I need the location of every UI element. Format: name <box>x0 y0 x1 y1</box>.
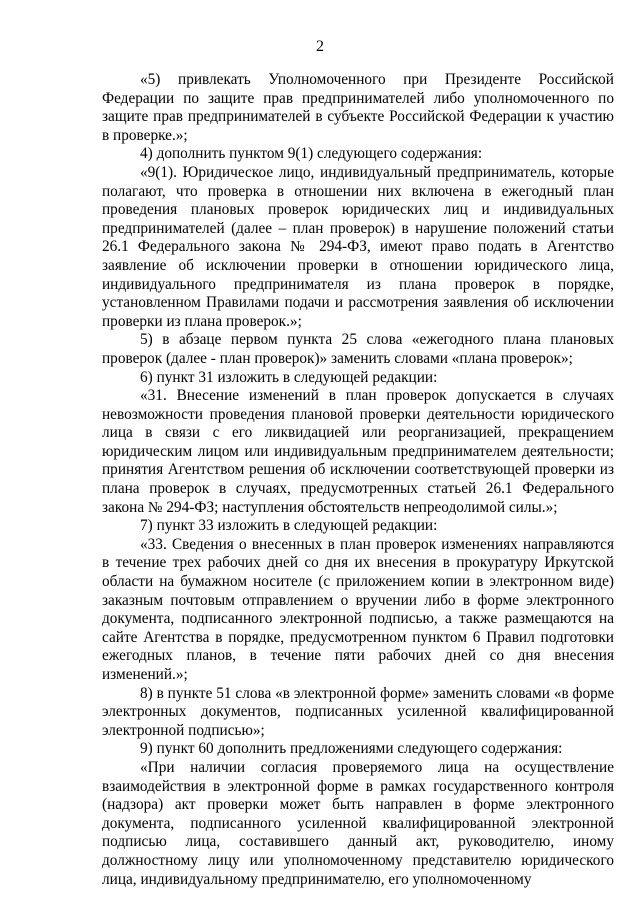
paragraph-item-9: 9) пункт 60 дополнить предложениями следующего содержания: <box>140 740 563 758</box>
paragraph-clause-9-1-quote: «9(1). Юридическое лицо, индивидуальный предприниматель, которые полагают, что проверка в отношении них включена в ежегодный план проведения плановых проверок юридических лиц и индивидуальных предпринимателей (далее – план проверок) в нарушение положений статьи 26.1 Федерального закона № 294-ФЗ, имеют право подать в Агентство заявление об исключении проверки в отношении юридического лица, индивидуального предпринимателя из плана проверок в порядке, установленном Правилами подачи и рассмотрения заявления об исключении проверки из плана проверок.»; <box>102 163 614 330</box>
paragraph-item-5: 5) в абзаце первом пункта 25 слова «ежегодного плана плановых проверок (далее - план проверок)» заменить словами «плана проверок»; <box>102 331 614 367</box>
paragraph-clause-33-quote: «33. Сведения о внесенных в план проверок изменениях направляются в течение трех рабочих дней со дня их внесения в прокуратуру Иркутской области на бумажном носителе (с приложением копии в электронном виде) заказным почтовым отправлением о вручении либо в форме электронного документа, подписанного электронной подписью, а также размещаются на сайте Агентства в порядке, предусмотренном пунктом 6 Правил подготовки ежегодных планов, в течение пяти рабочих дней со дня внесения изменений.»; <box>102 535 614 683</box>
page-number: 2 <box>316 38 324 55</box>
paragraph-clause-31-quote: «31. Внесение изменений в план проверок допускается в случаях невозможности проведения плановой проверки деятельности юридического лица в связи с его ликвидацией или реорганизацией, прекращением юридическим лицом или индивидуальным предпринимателем деятельности; принятия Агентством решения об исключении соответствующей проверки из плана проверок в случаях, предусмотренных статьей 26.1 Федерального закона № 294-ФЗ; наступления обстоятельств непреодолимой силы.»; <box>102 387 614 516</box>
paragraph-item-8: 8) в пункте 51 слова «в электронной форме» заменить словами «в форме электронных документов, подписанных усиленной квалифицированной электронной подписью»; <box>102 684 614 739</box>
paragraph-clause-60-quote: «При наличии согласия проверяемого лица на осуществление взаимодействия в электронной форме в рамках государственного контроля (надзора) акт проверки может быть направлен в форме электронного документа, подписанного усиленной квалифицированной электронной подписью лица, составившего данный акт, руководителю, иному должностному лицу или уполномоченному представителю юридического лица, индивидуальному предпринимателю, его уполномоченному <box>102 758 614 888</box>
paragraph-clause-5-quote: «5) привлекать Уполномоченного при Президенте Российской Федерации по защите прав предпринимателей либо уполномоченного по защите прав предпринимателей в субъекте Российской Федерации к участию в проверке.»; <box>102 71 614 144</box>
document-body <box>102 71 614 889</box>
paragraph-item-4: 4) дополнить пунктом 9(1) следующего содержания: <box>140 145 483 163</box>
paragraph-item-6: 6) пункт 31 изложить в следующей редакции: <box>140 368 438 386</box>
paragraph-item-7: 7) пункт 33 изложить в следующей редакции: <box>140 517 438 535</box>
